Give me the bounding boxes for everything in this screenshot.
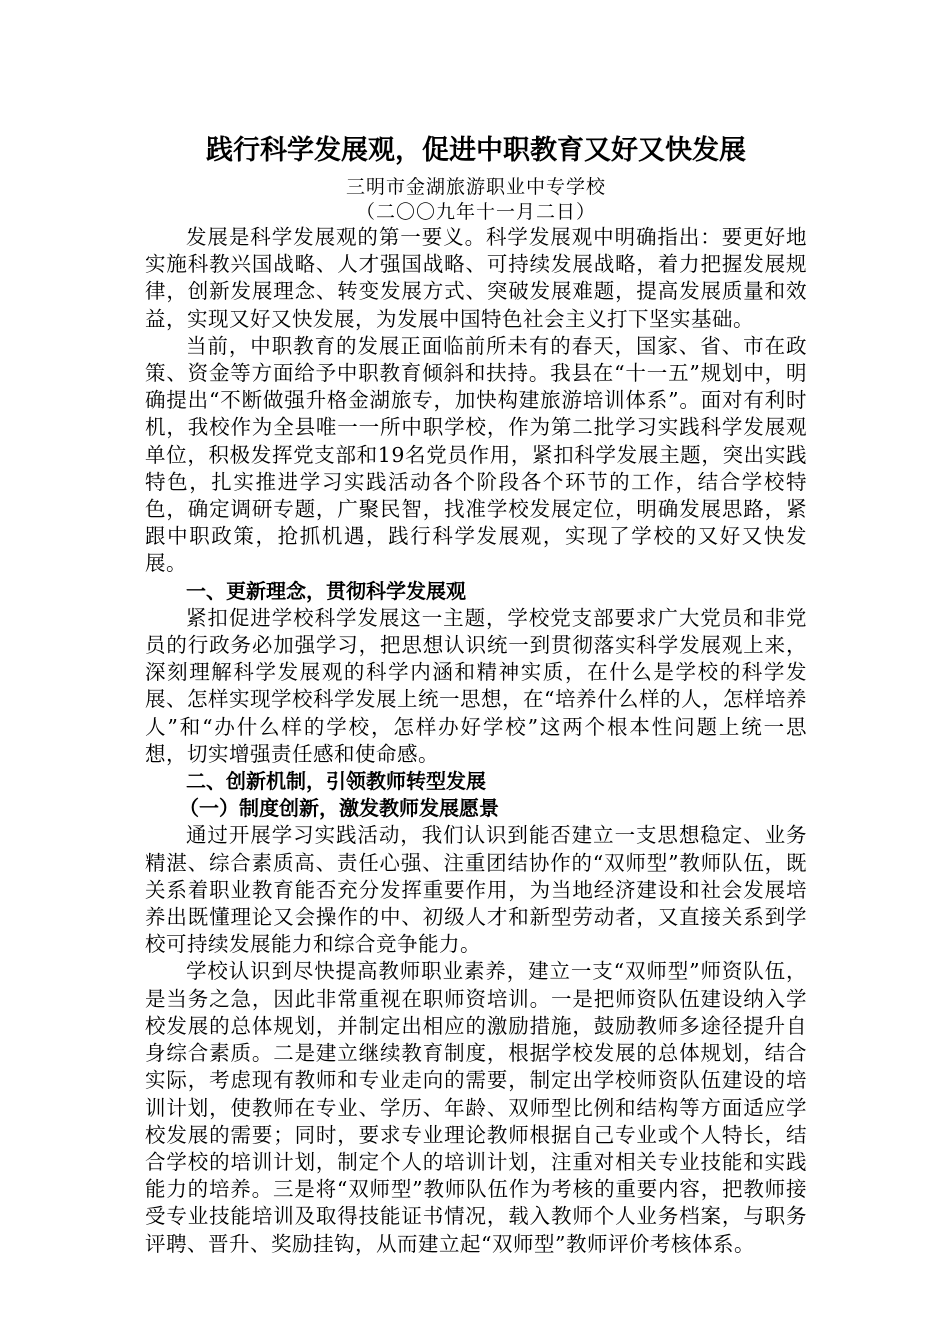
section-2-subheading: （一）制度创新，激发教师发展愿景 [179,796,499,821]
section-2-paragraph-1: 通过开展学习实践活动，我们认识到能否建立一支思想稳定、业务精湛、综合素质高、责任心强、注重团结协作的“双师型”教师队伍，既关系着职业教育能否充分发挥重要作用，为当地经济建设和社会发展培养出既懂理论又会操作的中、初级人才和新型劳动者，又直接关系到学校可持续发展能力和综合竞争能力。 [145,823,807,957]
section-1-heading: 一、更新理念，贯彻科学发展观 [186,578,466,603]
section-2-paragraph-2: 学校认识到尽快提高教师职业素养，建立一支“双师型”师资队伍，是当务之急，因此非常重视在职师资培训。一是把师资队伍建设纳入学校发展的总体规划，并制定出相应的激励措施，鼓励教师多途径提升自身综合素质。二是建立继续教育制度，根据学校发展的总体规划，结合实际，考虑现有教师和专业走向的需要，制定出学校师资队伍建设的培训计划，使教师在专业、学历、年龄、双师型比例和结构等方面适应学校发展的需要；同时，要求专业理论教师根据自己专业或个人特长，结合学校的培训计划，制定个人的培训计划，注重对相关专业技能和实践能力的培养。三是将“双师型”教师队伍作为考核的重要内容，把教师接受专业技能培训及取得技能证书情况，载入教师个人业务档案，与职务评聘、晋升、奖励挂钩，从而建立起“双师型”教师评价考核体系。 [145,959,807,1256]
author-line: 三明市金湖旅游职业中专学校 [345,176,606,198]
document-page [145,128,807,1258]
paragraph-intro-1: 发展是科学发展观的第一要义。科学发展观中明确指出：要更好地实施科教兴国战略、人才强国战略、可持续发展战略，着力把握发展规律，创新发展理念、转变发展方式、突破发展难题，提高发展质量和效益，实现又好又快发展，为发展中国特色社会主义打下坚实基础。 [145,225,807,331]
date-line: （二〇〇九年十一月二日） [355,201,596,223]
section-2-heading: 二、创新机制，引领教师转型发展 [186,769,486,794]
section-1-paragraph: 紧扣促进学校科学发展这一主题，学校党支部要求广大党员和非党员的行政务必加强学习，把思想认识统一到贯彻落实科学发展观上来，深刻理解科学发展观的科学内涵和精神实质，在什么是学校的科学发展、怎样实现学校科学发展上统一思想，在“培养什么样的人，怎样培养人”和“办什么样的学校，怎样办好学校”这两个根本性问题上统一思想，切实增强责任感和使命感。 [145,605,807,766]
paragraph-intro-2: 当前，中职教育的发展正面临前所未有的春天，国家、省、市在政策、资金等方面给予中职教育倾斜和扶持。我县在“十一五”规划中，明确提出“不断做强升格金湖旅专，加快构建旅游培训体系”。面对有利时机，我校作为全县唯一一所中职学校，作为第二批学习实践科学发展观单位，积极发挥党支部和19名党员作用，紧扣科学发展主题，突出实践特色，扎实推进学习实践活动各个阶段各个环节的工作，结合学校特色，确定调研专题，广聚民智，找准学校发展定位，明确发展思路，紧跟中职政策，抢抓机遇，践行科学发展观，实现了学校的又好又快发展。 [145,333,807,576]
document-title: 践行科学发展观，促进中职教育又好又快发展 [206,135,746,166]
